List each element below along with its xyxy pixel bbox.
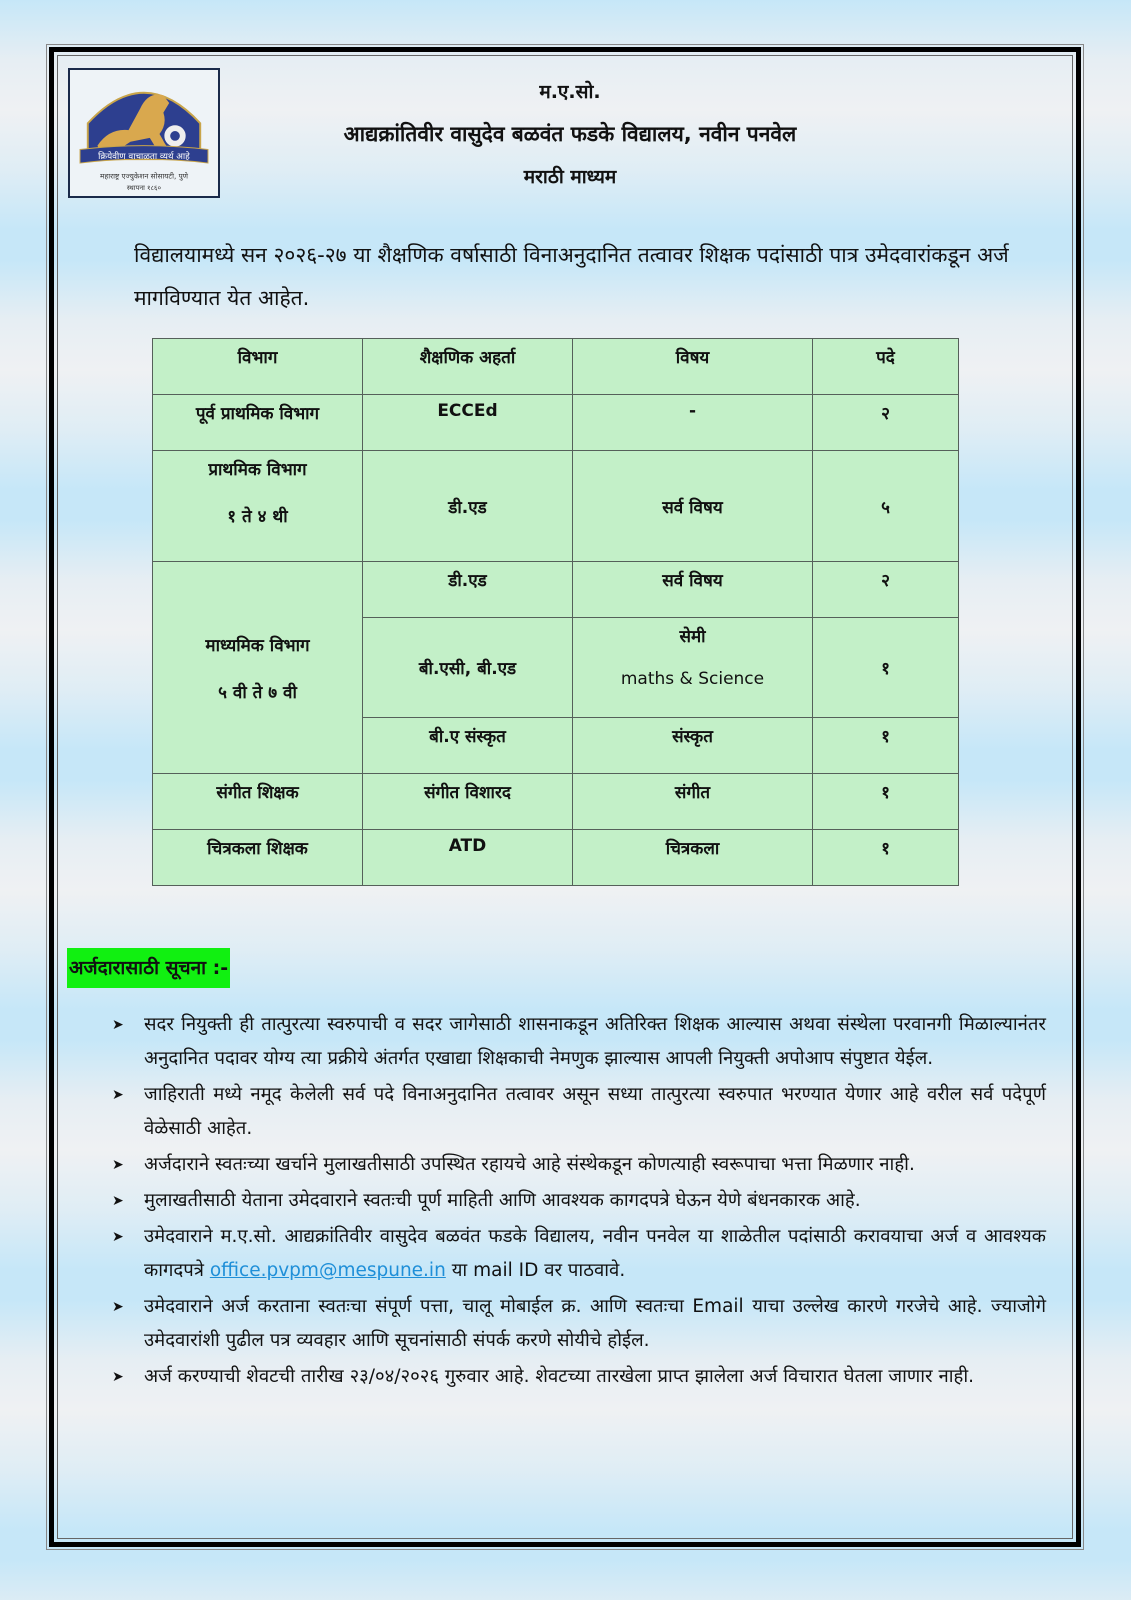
instruction-text: अर्ज करण्याची शेवटची तारीख २३/०४/२०२६ गुरुवार आहे. शेवटच्या तारखेला प्राप्त झालेला अर्ज विचारात घेतला जाणार नाही. <box>144 1366 975 1387</box>
dept-grades: ५ वी ते ७ वी <box>218 682 297 703</box>
cell-posts: ५ <box>813 451 959 562</box>
cell-subject: संगीत <box>573 774 813 830</box>
svg-text:महाराष्ट्र एज्युकेशन सोसायटी,: महाराष्ट्र एज्युकेशन सोसायटी, पुणे <box>100 171 188 181</box>
instructions-list <box>112 1008 1046 1396</box>
lion-emblem-icon <box>70 70 218 196</box>
cell-posts: १ <box>813 774 959 830</box>
svg-text:स्थापना १८६०: स्थापना १८६० <box>126 184 162 193</box>
header-dept: विभाग <box>153 339 363 395</box>
list-item <box>112 1360 1046 1394</box>
list-item <box>112 1148 1046 1182</box>
cell-subject: सर्व विषय <box>573 451 813 562</box>
cell-dept <box>153 562 363 774</box>
cell-dept: चित्रकला शिक्षक <box>153 830 363 886</box>
cell-qualification: बी.एसी, बी.एड <box>363 618 573 718</box>
header-posts: पदे <box>813 339 959 395</box>
cell-subject: सर्व विषय <box>573 562 813 618</box>
subject-detail: maths & Science <box>620 669 765 689</box>
list-item <box>112 1220 1046 1288</box>
svg-text:क्रियेवीण वाचाळता व्यर्थ आहे: क्रियेवीण वाचाळता व्यर्थ आहे <box>98 152 190 163</box>
cell-subject: संस्कृत <box>573 718 813 774</box>
cell-qualification: बी.ए संस्कृत <box>363 718 573 774</box>
cell-posts: १ <box>813 618 959 718</box>
arrowhead-bullet-icon: ➤ <box>112 1299 124 1315</box>
cell-qualification: संगीत विशारद <box>363 774 573 830</box>
org-short-name: म.ए.सो. <box>539 81 601 103</box>
arrowhead-bullet-icon: ➤ <box>112 1369 124 1385</box>
header-qualification: शैक्षणिक अहर्ता <box>363 339 573 395</box>
cell-qualification: ECCEd <box>363 395 573 451</box>
cell-qualification: डी.एड <box>363 451 573 562</box>
instruction-text-pre: उमेदवाराने म.ए.सो. आद्यक्रांतिवीर वासुदेव बळवंत फडके विद्यालय, नवीन पनवेल या शाळेतील पदांसाठी करावयाचा अर्ज व आवश्यक कागदपत्रे <box>144 1226 1046 1281</box>
cell-qualification: ATD <box>363 830 573 886</box>
instructions-heading: अर्जदारासाठी सूचना :- <box>67 948 230 988</box>
arrowhead-bullet-icon: ➤ <box>112 1229 124 1245</box>
cell-dept <box>153 451 363 562</box>
table-row <box>153 395 959 451</box>
cell-subject: - <box>573 395 813 451</box>
intro-paragraph: विद्यालयामध्ये सन २०२६-२७ या शैक्षणिक वर्षासाठी विनाअनुदानित तत्वावर शिक्षक पदांसाठी पात्र उमेदवारांकडून अर्ज मागविण्यात येत आहेत. <box>134 243 1009 310</box>
instruction-text: सदर नियुक्ती ही तात्पुरत्या स्वरुपाची व सदर जागेसाठी शासनाकडून अतिरिक्त शिक्षक आल्यास अथवा संस्थेला परवानगी मिळाल्यानंतर अनुदानित पदावर योग्य त्या प्रक्रीये अंतर्गत एखाद्या शिक्षकाची नेमणुक झाल्यास आपली नियुक्ती अपोआप संपुष्टात येईल. <box>144 1014 1046 1069</box>
dept-grades: १ ते ४ थी <box>227 507 288 527</box>
header-subject: विषय <box>573 339 813 395</box>
instruction-text: उमेदवाराने अर्ज करताना स्वतःचा संपूर्ण पत्ता, चालू मोबाईल क्र. आणि स्वतःचा Email याचा उल्लेख कारणे गरजेचे आहे. ज्याजोगे उमेदवारांशी पुढील पत्र व्यवहार आणि सूचनांसाठी संपर्क करणे सोयीचे होईल. <box>144 1296 1046 1351</box>
subject-name: सेमी <box>679 627 706 647</box>
list-item <box>112 1008 1046 1076</box>
cell-posts: १ <box>813 718 959 774</box>
cell-posts: २ <box>813 395 959 451</box>
instruction-text: मुलाखतीसाठी येताना उमेदवाराने स्वतःची पूर्ण माहिती आणि आवश्यक कागदपत्रे घेऊन येणे बंधनकारक आहे. <box>144 1190 861 1211</box>
arrowhead-bullet-icon: ➤ <box>112 1017 124 1033</box>
list-item <box>112 1290 1046 1358</box>
cell-posts: १ <box>813 830 959 886</box>
list-item <box>112 1184 1046 1218</box>
school-logo <box>68 68 220 198</box>
dept-name: माध्यमिक विभाग <box>205 635 310 656</box>
arrowhead-bullet-icon: ➤ <box>112 1193 124 1209</box>
table-row <box>153 451 959 562</box>
table-header-row <box>153 339 959 395</box>
cell-dept: पूर्व प्राथमिक विभाग <box>153 395 363 451</box>
list-item <box>112 1078 1046 1146</box>
medium: मराठी माध्यम <box>523 166 617 188</box>
vacancy-table <box>152 338 959 886</box>
email-link[interactable]: office.pvpm@mespune.in <box>209 1260 446 1281</box>
cell-dept: संगीत शिक्षक <box>153 774 363 830</box>
arrowhead-bullet-icon: ➤ <box>112 1087 124 1103</box>
table-row <box>153 774 959 830</box>
table-row <box>153 562 959 618</box>
cell-subject <box>573 618 813 718</box>
cell-posts: २ <box>813 562 959 618</box>
school-name: आद्यक्रांतिवीर वासुदेव बळवंत फडके विद्यालय, नवीन पनवेल <box>343 122 797 146</box>
arrowhead-bullet-icon: ➤ <box>112 1157 124 1173</box>
cell-qualification: डी.एड <box>363 562 573 618</box>
instruction-text: अर्जदाराने स्वतःच्या खर्चाने मुलाखतीसाठी उपस्थित रहायचे आहे संस्थेकडून कोणत्याही स्वरूपाचा भत्ता मिळणार नाही. <box>144 1154 915 1175</box>
cell-subject: चित्रकला <box>573 830 813 886</box>
instruction-text-post: या mail ID वर पाठवावे. <box>445 1260 626 1281</box>
dept-name: प्राथमिक विभाग <box>208 460 307 480</box>
instruction-text: जाहिराती मध्ये नमूद केलेली सर्व पदे विनाअनुदानित तत्वावर असून सध्या तात्पुरत्या स्वरुपात भरण्यात येणार आहे वरील सर्व पदेपूर्ण वेळेसाठी आहेत. <box>144 1084 1046 1139</box>
table-row <box>153 830 959 886</box>
